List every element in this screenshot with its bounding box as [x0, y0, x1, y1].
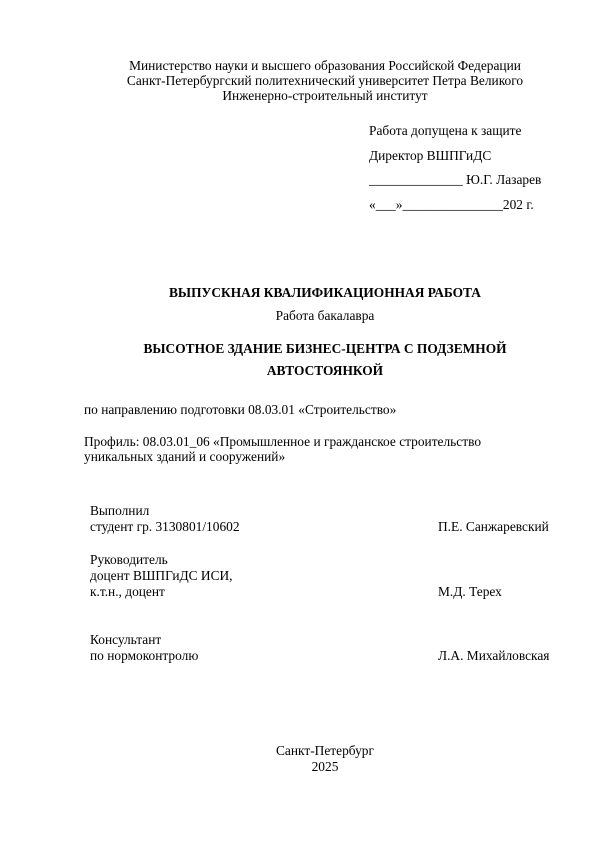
consultant-name: Л.А. Михайловская [438, 648, 550, 663]
approval-signature-line [369, 172, 541, 187]
footer-city: Санкт-Петербург [276, 743, 374, 758]
performer-name: П.Е. Санжаревский [438, 519, 549, 534]
approval-director-title: Директор ВШПГиДС [369, 148, 492, 163]
approval-admitted: Работа допущена к защите [369, 123, 522, 138]
thesis-title: ВЫПУСКНАЯ КВАЛИФИКАЦИОННАЯ РАБОТА [169, 285, 481, 300]
supervisor-name: М.Д. Терех [438, 584, 502, 599]
thesis-type: Работа бакалавра [275, 308, 375, 323]
director-name: Ю.Г. Лазарев [466, 172, 542, 187]
thesis-topic-line1: ВЫСОТНОЕ ЗДАНИЕ БИЗНЕС-ЦЕНТРА С ПОДЗЕМНОЙ [143, 341, 507, 356]
consultant-label: Консультант [90, 632, 162, 647]
ministry-line: Министерство науки и высшего образования Российской Федерации [129, 58, 521, 73]
supervisor-role-line2: к.т.н., доцент [90, 584, 165, 599]
supervisor-role-line1: доцент ВШПГиДС ИСИ, [90, 568, 233, 583]
profile-line1: Профиль: 08.03.01_06 «Промышленное и гражданское строительство [84, 434, 482, 449]
consultant-role: по нормоконтролю [90, 648, 199, 663]
study-profile [84, 434, 481, 464]
profile-line2: уникальных зданий и сооружений» [84, 449, 286, 464]
thesis-topic-line2: АВТОСТОЯНКОЙ [266, 363, 384, 378]
signature-blank: ______________ [369, 172, 463, 187]
performer-role: студент гр. 3130801/10602 [90, 519, 240, 534]
footer-year: 2025 [311, 759, 339, 774]
institution-header [0, 58, 595, 103]
approval-date-line: «___»_______________202 г. [369, 197, 534, 212]
performer-label: Выполнил [90, 503, 150, 518]
study-direction: по направлению подготовки 08.03.01 «Строительство» [84, 402, 397, 417]
institute-line: Инженерно-строительный институт [222, 88, 428, 103]
university-line: Санкт-Петербургский политехнический университет Петра Великого [126, 73, 524, 88]
supervisor-label: Руководитель [90, 552, 168, 567]
